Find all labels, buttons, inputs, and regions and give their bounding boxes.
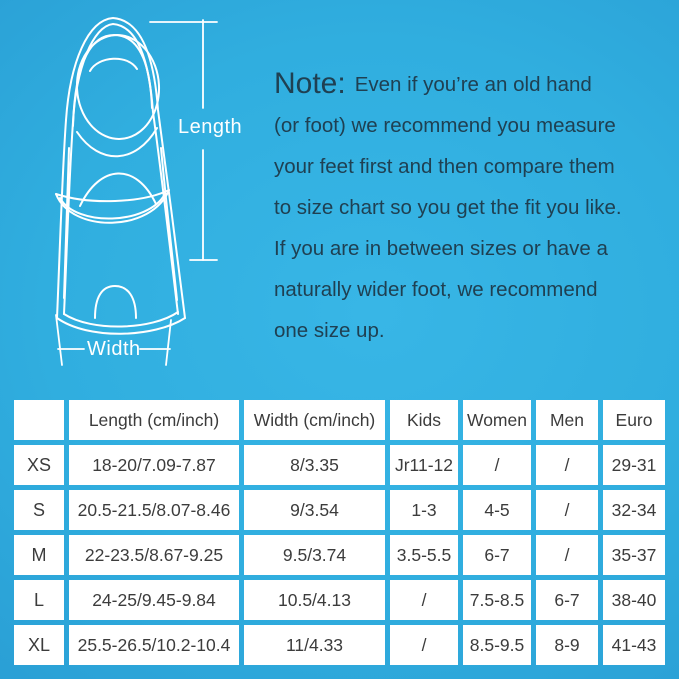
- table-cell: 22-23.5/8.67-9.25: [69, 535, 239, 575]
- note-line-text: Even if you’re an old hand: [354, 73, 592, 96]
- table-cell: 24-25/9.45-9.84: [69, 580, 239, 620]
- table-cell: 25.5-26.5/10.2-10.4: [69, 625, 239, 665]
- size-table: [14, 400, 665, 665]
- note-heading: Note:: [274, 67, 346, 100]
- table-size-cell: M: [14, 535, 64, 575]
- table-header-cell: Men: [536, 400, 598, 440]
- table-header-cell: Euro: [603, 400, 665, 440]
- note-line: to size chart so you get the fit you like.: [274, 196, 622, 219]
- table-cell: /: [390, 625, 458, 665]
- table-cell: 7.5-8.5: [463, 580, 531, 620]
- table-cell: /: [390, 580, 458, 620]
- table-cell: 11/4.33: [244, 625, 385, 665]
- fin-diagram: [20, 8, 250, 373]
- table-cell: 8/3.35: [244, 445, 385, 485]
- table-cell: 29-31: [603, 445, 665, 485]
- table-cell: 35-37: [603, 535, 665, 575]
- length-dimension-line: [150, 20, 217, 260]
- table-cell: /: [536, 490, 598, 530]
- table-cell: 9.5/3.74: [244, 535, 385, 575]
- table-cell: 4-5: [463, 490, 531, 530]
- table-cell: 1-3: [390, 490, 458, 530]
- note-line: your feet first and then compare them: [274, 155, 615, 178]
- table-cell: /: [536, 445, 598, 485]
- table-cell: 18-20/7.09-7.87: [69, 445, 239, 485]
- width-label: Width: [87, 338, 141, 360]
- note-block: [274, 63, 674, 351]
- table-cell: 6-7: [463, 535, 531, 575]
- note-line: [274, 63, 674, 105]
- table-size-cell: L: [14, 580, 64, 620]
- table-cell: 8.5-9.5: [463, 625, 531, 665]
- table-header-cell: Width (cm/inch): [244, 400, 385, 440]
- table-size-cell: XL: [14, 625, 64, 665]
- table-header-cell: Length (cm/inch): [69, 400, 239, 440]
- note-line: If you are in between sizes or have a: [274, 237, 608, 260]
- table-header-cell: Women: [463, 400, 531, 440]
- table-cell: 20.5-21.5/8.07-8.46: [69, 490, 239, 530]
- note-line: (or foot) we recommend you measure: [274, 114, 616, 137]
- table-cell: /: [463, 445, 531, 485]
- table-cell: 8-9: [536, 625, 598, 665]
- note-line: one size up.: [274, 319, 385, 342]
- table-cell: Jr11-12: [390, 445, 458, 485]
- table-cell: 32-34: [603, 490, 665, 530]
- table-cell: 9/3.54: [244, 490, 385, 530]
- table-cell: 6-7: [536, 580, 598, 620]
- table-size-cell: S: [14, 490, 64, 530]
- table-cell: /: [536, 535, 598, 575]
- length-label: Length: [178, 116, 243, 138]
- table-header-cell: Kids: [390, 400, 458, 440]
- table-size-cell: XS: [14, 445, 64, 485]
- table-cell: 10.5/4.13: [244, 580, 385, 620]
- table-cell: 3.5-5.5: [390, 535, 458, 575]
- table-corner-cell: [14, 400, 64, 440]
- fin-outline-drawing: [56, 18, 185, 334]
- note-line: naturally wider foot, we recommend: [274, 278, 598, 301]
- table-cell: 41-43: [603, 625, 665, 665]
- table-cell: 38-40: [603, 580, 665, 620]
